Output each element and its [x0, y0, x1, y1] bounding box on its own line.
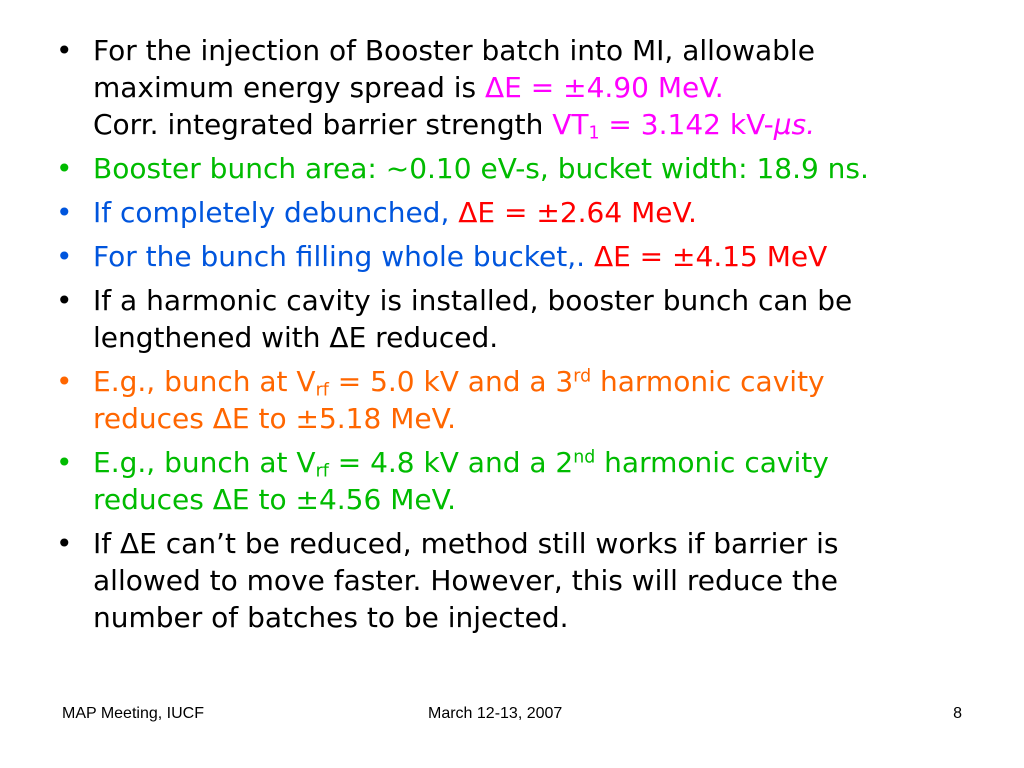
- bullet-line: [93, 319, 1006, 356]
- bullet-marker: •: [56, 240, 73, 273]
- text-run: ΔE = ±4.15 MeV: [593, 240, 828, 273]
- text-run: ΔE = ±4.90 MeV.: [485, 71, 724, 104]
- text-run: = 4.8 kV and a 2: [328, 446, 574, 479]
- bullet-line: [93, 481, 1006, 518]
- footer-left: MAP Meeting, IUCF: [62, 705, 204, 722]
- bullet-item: [56, 238, 1006, 275]
- bullet-item: [56, 363, 1006, 437]
- text-run: If completely debunched,: [93, 196, 459, 229]
- footer-date: March 12-13, 2007: [428, 705, 563, 722]
- text-run: ΔE = ±2.64 MeV.: [458, 196, 697, 229]
- bullet-line: [93, 150, 1006, 187]
- bullet-item: [56, 282, 1006, 356]
- bullet-item: [56, 32, 1006, 143]
- bullet-list: [56, 32, 1006, 643]
- text-run: harmonic cavity: [591, 365, 825, 398]
- bullet-line: [93, 363, 1006, 400]
- text-run: = 5.0 kV and a 3: [328, 365, 574, 398]
- text-run: E.g., bunch at V: [93, 365, 316, 398]
- text-run: VT: [552, 108, 589, 141]
- text-run: rf: [315, 461, 329, 482]
- text-run: For the bunch filling whole bucket,.: [93, 240, 594, 273]
- text-run: μs.: [773, 108, 815, 141]
- bullet-marker: •: [56, 365, 73, 398]
- slide-number: 8: [953, 705, 962, 722]
- text-run: nd: [573, 447, 596, 468]
- bullet-line: [93, 400, 1006, 437]
- bullet-item: [56, 150, 1006, 187]
- bullet-marker: •: [56, 284, 73, 317]
- bullet-marker: •: [56, 527, 73, 560]
- text-run: harmonic cavity: [595, 446, 829, 479]
- text-run: number of batches to be injected.: [93, 601, 569, 634]
- bullet-line: [93, 444, 1006, 481]
- bullet-line: [93, 106, 1006, 143]
- bullet-line: [93, 599, 1006, 636]
- text-run: maximum energy spread is: [93, 71, 486, 104]
- text-run: rd: [573, 366, 592, 387]
- bullet-item: [56, 444, 1006, 518]
- text-run: allowed to move faster. However, this will reduce the: [93, 564, 838, 597]
- bullet-line: [93, 194, 1006, 231]
- bullet-line: [93, 525, 1006, 562]
- bullet-marker: •: [56, 196, 73, 229]
- bullet-line: [93, 562, 1006, 599]
- bullet-item: [56, 194, 1006, 231]
- text-run: E.g., bunch at V: [93, 446, 316, 479]
- bullet-line: [93, 69, 1006, 106]
- text-run: For the injection of Booster batch into MI, allowable: [93, 34, 815, 67]
- text-run: reduces ΔE to ±5.18 MeV.: [93, 402, 457, 435]
- bullet-line: [93, 32, 1006, 69]
- text-run: 1: [588, 123, 600, 144]
- text-run: Booster bunch area: ~0.10 eV-s, bucket width: 18.9 ns.: [93, 152, 869, 185]
- text-run: If ΔE can’t be reduced, method still works if barrier is: [93, 527, 839, 560]
- text-run: lengthened with ΔE reduced.: [93, 321, 499, 354]
- bullet-item: [56, 525, 1006, 636]
- bullet-marker: •: [56, 446, 73, 479]
- bullet-marker: •: [56, 34, 73, 67]
- text-run: If a harmonic cavity is installed, booster bunch can be: [93, 284, 853, 317]
- text-run: = 3.142 kV-: [599, 108, 774, 141]
- bullet-line: [93, 282, 1006, 319]
- bullet-marker: •: [56, 152, 73, 185]
- bullet-line: [93, 238, 1006, 275]
- text-run: Corr. integrated barrier strength: [93, 108, 553, 141]
- text-run: rf: [315, 380, 329, 401]
- text-run: reduces ΔE to ±4.56 MeV.: [93, 483, 457, 516]
